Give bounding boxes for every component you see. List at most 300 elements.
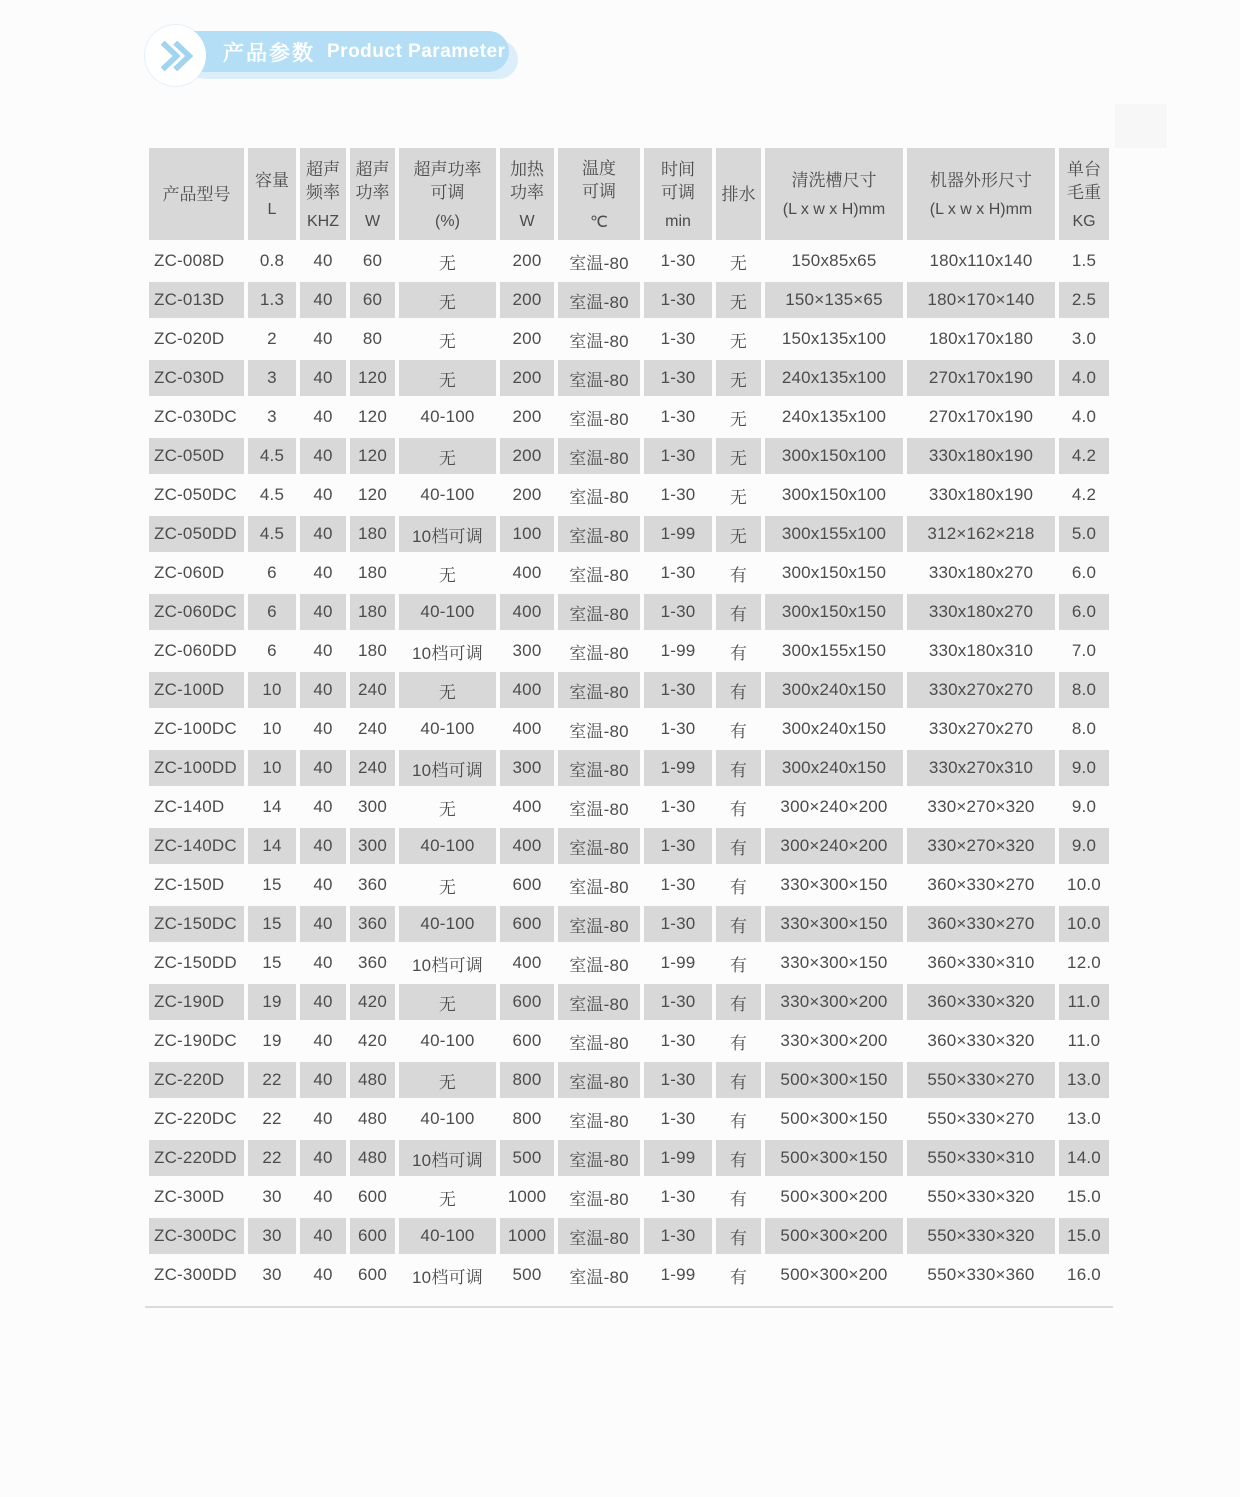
- value-cell: 11.0: [1059, 984, 1109, 1020]
- value-cell: 180: [350, 594, 395, 630]
- table-row: [149, 1023, 1109, 1059]
- value-cell: 40: [300, 594, 346, 630]
- value-cell: 1-99: [644, 1140, 712, 1176]
- table-header: [149, 148, 1109, 240]
- value-cell: 1-30: [660, 251, 696, 270]
- value-cell: 100: [500, 516, 554, 552]
- value-cell: 330×300×150: [780, 875, 888, 894]
- value-cell: 无: [438, 1189, 457, 1209]
- value-cell: 330x180x270: [907, 594, 1055, 630]
- value-cell: 40-100: [399, 594, 496, 630]
- value-cell: 1-30: [660, 1031, 696, 1050]
- value-cell: 300: [500, 750, 554, 786]
- badge-title-cn: 产品参数: [223, 41, 315, 65]
- value-cell: 800: [500, 1062, 554, 1098]
- value-cell: 10: [262, 719, 282, 738]
- value-cell: 无: [438, 565, 457, 585]
- value-cell: 10档可调: [399, 516, 496, 552]
- value-cell: 330×270×320: [927, 797, 1035, 816]
- value-cell: 480: [350, 1140, 395, 1176]
- value-cell: 550×330×360: [927, 1265, 1035, 1284]
- value-cell: 无: [716, 360, 761, 396]
- value-cell: 550×330×270: [927, 1109, 1035, 1128]
- value-cell: 500×300×150: [765, 1062, 903, 1098]
- value-cell: 300: [358, 797, 387, 816]
- value-cell: 120: [350, 438, 395, 474]
- value-cell: 10档可调: [412, 955, 483, 975]
- value-cell: 10: [248, 750, 296, 786]
- value-cell: 180: [358, 563, 387, 582]
- value-cell: 480: [358, 1109, 387, 1128]
- model-cell: ZC-100DD: [149, 750, 244, 786]
- value-cell: 40: [300, 282, 346, 318]
- value-cell: 500×300×150: [780, 1109, 888, 1128]
- value-cell: 8.0: [1071, 719, 1097, 738]
- value-cell: 8.0: [1059, 672, 1109, 708]
- value-cell: 室温-80: [558, 750, 640, 786]
- value-cell: 有: [716, 828, 761, 864]
- table-row: [149, 906, 1109, 942]
- table-row: [149, 1140, 1109, 1176]
- value-cell: 420: [350, 984, 395, 1020]
- value-cell: 有: [729, 799, 748, 819]
- value-cell: 360: [358, 875, 387, 894]
- value-cell: 有: [716, 1062, 761, 1098]
- value-cell: 40: [313, 485, 333, 504]
- value-cell: 4.5: [259, 485, 285, 504]
- table-row: [149, 399, 1109, 435]
- value-cell: 室温-80: [569, 487, 629, 507]
- value-cell: 30: [262, 1265, 282, 1284]
- value-cell: 有: [716, 594, 761, 630]
- value-cell: 室温-80: [569, 1033, 629, 1053]
- value-cell: 40: [313, 1109, 333, 1128]
- value-cell: 550×330×310: [907, 1140, 1055, 1176]
- value-cell: 360×330×320: [927, 1031, 1035, 1050]
- value-cell: 4.0: [1059, 360, 1109, 396]
- table-body: [149, 243, 1109, 1293]
- value-cell: 室温-80: [569, 721, 629, 741]
- value-cell: 312×162×218: [907, 516, 1055, 552]
- value-cell: 300: [350, 828, 395, 864]
- value-cell: 40-100: [420, 485, 475, 504]
- table-row: [149, 594, 1109, 630]
- value-cell: 300×240×200: [780, 797, 888, 816]
- value-cell: 40: [300, 360, 346, 396]
- value-cell: 40-100: [420, 719, 475, 738]
- table-row: [149, 945, 1109, 981]
- value-cell: 室温-80: [569, 1267, 629, 1287]
- value-cell: 1-99: [644, 750, 712, 786]
- value-cell: 室温-80: [558, 1062, 640, 1098]
- value-cell: 1-30: [660, 407, 696, 426]
- value-cell: 6: [248, 594, 296, 630]
- value-cell: 40: [300, 1140, 346, 1176]
- value-cell: 4.0: [1071, 407, 1097, 426]
- value-cell: 7.0: [1071, 641, 1097, 660]
- value-cell: 270x170x190: [928, 407, 1034, 426]
- column-header: 超声 频率 KHZ: [300, 148, 346, 240]
- value-cell: 有: [716, 1140, 761, 1176]
- value-cell: 40: [313, 1187, 333, 1206]
- value-cell: 1-30: [644, 594, 712, 630]
- badge-title-en: Product Parameter: [327, 40, 506, 62]
- value-cell: 2: [267, 329, 277, 348]
- model-cell: ZC-220DD: [149, 1140, 244, 1176]
- value-cell: 有: [716, 984, 761, 1020]
- value-cell: 180x110x140: [929, 251, 1033, 270]
- value-cell: 40: [313, 953, 333, 972]
- value-cell: 有: [729, 1189, 748, 1209]
- value-cell: 1-30: [644, 1062, 712, 1098]
- model-cell: ZC-220DC: [154, 1109, 237, 1128]
- value-cell: 11.0: [1067, 1031, 1101, 1050]
- value-cell: 330×300×150: [780, 953, 888, 972]
- value-cell: 300x155x100: [765, 516, 903, 552]
- value-cell: 4.5: [248, 516, 296, 552]
- value-cell: 室温-80: [569, 331, 629, 351]
- value-cell: 240: [358, 719, 387, 738]
- value-cell: 270x170x190: [907, 360, 1055, 396]
- value-cell: 300×240×200: [765, 828, 903, 864]
- value-cell: 无: [399, 360, 496, 396]
- value-cell: 6: [267, 563, 277, 582]
- value-cell: 13.0: [1059, 1062, 1109, 1098]
- value-cell: 5.0: [1059, 516, 1109, 552]
- value-cell: 550×330×320: [927, 1187, 1035, 1206]
- column-header: 机器外形尺寸 (L x w x H)mm: [907, 148, 1055, 240]
- table-row: [149, 828, 1109, 864]
- value-cell: 1-30: [644, 672, 712, 708]
- value-cell: 4.5: [248, 438, 296, 474]
- value-cell: 40: [300, 828, 346, 864]
- value-cell: 300x240x150: [765, 672, 903, 708]
- model-cell: ZC-140D: [154, 797, 225, 816]
- value-cell: 12.0: [1067, 953, 1101, 972]
- value-cell: 16.0: [1067, 1265, 1101, 1284]
- value-cell: 19: [248, 984, 296, 1020]
- model-cell: ZC-013D: [149, 282, 244, 318]
- value-cell: 14: [262, 797, 282, 816]
- value-cell: 200: [500, 438, 554, 474]
- value-cell: 500×300×200: [765, 1218, 903, 1254]
- table-row: [149, 477, 1109, 513]
- value-cell: 9.0: [1059, 828, 1109, 864]
- value-cell: 240: [350, 750, 395, 786]
- value-cell: 有: [729, 1033, 748, 1053]
- value-cell: 14.0: [1059, 1140, 1109, 1176]
- value-cell: 500: [500, 1140, 554, 1176]
- column-header: 清洗槽尺寸 (L x w x H)mm: [765, 148, 903, 240]
- value-cell: 150x135x100: [781, 329, 887, 348]
- value-cell: 1-30: [644, 906, 712, 942]
- value-cell: 1-30: [644, 984, 712, 1020]
- value-cell: 40: [313, 875, 333, 894]
- model-cell: ZC-060D: [154, 563, 225, 582]
- model-cell: ZC-100D: [149, 672, 244, 708]
- value-cell: 无: [438, 253, 457, 273]
- value-cell: 800: [512, 1109, 542, 1128]
- value-cell: 无: [729, 409, 748, 429]
- value-cell: 1-30: [644, 438, 712, 474]
- column-header: 超声 功率 W: [350, 148, 395, 240]
- value-cell: 40-100: [420, 1109, 475, 1128]
- bottom-divider: [145, 1306, 1113, 1308]
- value-cell: 40: [313, 407, 333, 426]
- value-cell: 120: [350, 360, 395, 396]
- value-cell: 40: [300, 906, 346, 942]
- table-row: [149, 360, 1109, 396]
- model-cell: ZC-050DD: [149, 516, 244, 552]
- value-cell: 无: [729, 487, 748, 507]
- model-cell: ZC-140DC: [149, 828, 244, 864]
- value-cell: 无: [716, 516, 761, 552]
- value-cell: 室温-80: [569, 1111, 629, 1131]
- value-cell: 330x180x190: [928, 485, 1034, 504]
- product-parameter-table: [145, 145, 1113, 1296]
- value-cell: 550×330×320: [907, 1218, 1055, 1254]
- value-cell: 6.0: [1071, 563, 1097, 582]
- value-cell: 40: [300, 984, 346, 1020]
- value-cell: 1-30: [660, 1109, 696, 1128]
- value-cell: 有: [716, 1218, 761, 1254]
- model-cell: ZC-100DC: [154, 719, 237, 738]
- value-cell: 40-100: [399, 1218, 496, 1254]
- value-cell: 330x180x190: [907, 438, 1055, 474]
- value-cell: 室温-80: [569, 565, 629, 585]
- value-cell: 40: [313, 1031, 333, 1050]
- value-cell: 15.0: [1067, 1187, 1101, 1206]
- table-row: [149, 282, 1109, 318]
- value-cell: 10档可调: [399, 1140, 496, 1176]
- value-cell: 室温-80: [569, 799, 629, 819]
- value-cell: 室温-80: [558, 594, 640, 630]
- value-cell: 1-99: [660, 953, 696, 972]
- value-cell: 1-30: [644, 828, 712, 864]
- value-cell: 10档可调: [412, 643, 483, 663]
- value-cell: 400: [512, 953, 542, 972]
- value-cell: 600: [512, 875, 542, 894]
- column-header: 时间 可调 min: [644, 148, 712, 240]
- value-cell: 40-100: [399, 828, 496, 864]
- value-cell: 40: [300, 438, 346, 474]
- value-cell: 180x170x180: [928, 329, 1034, 348]
- table-row: [149, 1218, 1109, 1254]
- value-cell: 1000: [500, 1218, 554, 1254]
- column-header: 单台 毛重 KG: [1059, 148, 1109, 240]
- value-cell: 无: [438, 331, 457, 351]
- value-cell: 无: [438, 799, 457, 819]
- value-cell: 13.0: [1067, 1109, 1101, 1128]
- value-cell: 400: [500, 672, 554, 708]
- value-cell: 30: [262, 1187, 282, 1206]
- value-cell: 480: [350, 1062, 395, 1098]
- value-cell: 360×330×310: [927, 953, 1035, 972]
- value-cell: 室温-80: [558, 438, 640, 474]
- value-cell: 40: [300, 750, 346, 786]
- value-cell: 40: [313, 797, 333, 816]
- value-cell: 有: [716, 906, 761, 942]
- column-header: 温度 可调 ℃: [558, 148, 640, 240]
- value-cell: 室温-80: [558, 984, 640, 1020]
- value-cell: 4.2: [1059, 438, 1109, 474]
- table-row: [149, 1179, 1109, 1215]
- value-cell: 200: [500, 282, 554, 318]
- model-cell: ZC-150DC: [149, 906, 244, 942]
- column-header: 排水: [716, 148, 761, 240]
- value-cell: 22: [262, 1109, 282, 1128]
- column-header: 产品型号: [149, 148, 244, 240]
- value-cell: 600: [358, 1187, 387, 1206]
- value-cell: 1-99: [660, 1265, 696, 1284]
- value-cell: 360: [350, 906, 395, 942]
- model-cell: ZC-050DC: [154, 485, 237, 504]
- value-cell: 1000: [507, 1187, 547, 1206]
- value-cell: 无: [399, 282, 496, 318]
- double-chevron-right-icon: [145, 25, 206, 86]
- value-cell: 无: [729, 331, 748, 351]
- value-cell: 180: [350, 516, 395, 552]
- value-cell: 300x150x150: [765, 594, 903, 630]
- value-cell: 有: [729, 1111, 748, 1131]
- value-cell: 有: [729, 565, 748, 585]
- value-cell: 有: [729, 721, 748, 741]
- value-cell: 40: [313, 641, 333, 660]
- table-row: [149, 789, 1109, 825]
- value-cell: 300x240x150: [781, 719, 887, 738]
- value-cell: 40: [313, 719, 333, 738]
- value-cell: 400: [512, 797, 542, 816]
- value-cell: 200: [512, 485, 542, 504]
- value-cell: 1-30: [660, 797, 696, 816]
- value-cell: 室温-80: [558, 1140, 640, 1176]
- value-cell: 30: [248, 1218, 296, 1254]
- value-cell: 40: [313, 563, 333, 582]
- value-cell: 室温-80: [569, 643, 629, 663]
- table-row: [149, 1257, 1109, 1293]
- value-cell: 1-30: [660, 1187, 696, 1206]
- column-header: 超声功率 可调 (%): [399, 148, 496, 240]
- value-cell: 360: [358, 953, 387, 972]
- value-cell: 室温-80: [558, 360, 640, 396]
- model-cell: ZC-150DD: [154, 953, 237, 972]
- value-cell: 无: [716, 282, 761, 318]
- value-cell: 40-100: [420, 407, 475, 426]
- value-cell: 1-99: [644, 516, 712, 552]
- value-cell: 15: [248, 906, 296, 942]
- table-row: [149, 867, 1109, 903]
- value-cell: 80: [362, 329, 383, 348]
- value-cell: 1.5: [1071, 251, 1097, 270]
- column-header: 加热 功率 W: [500, 148, 554, 240]
- value-cell: 150x85x65: [791, 251, 877, 270]
- value-cell: 室温-80: [558, 672, 640, 708]
- value-cell: 200: [512, 407, 542, 426]
- value-cell: 240: [350, 672, 395, 708]
- model-cell: ZC-220D: [149, 1062, 244, 1098]
- value-cell: 600: [350, 1218, 395, 1254]
- value-cell: 1-30: [660, 329, 696, 348]
- value-cell: 室温-80: [569, 409, 629, 429]
- value-cell: 360×330×270: [907, 906, 1055, 942]
- value-cell: 6: [267, 641, 277, 660]
- value-cell: 120: [358, 485, 387, 504]
- value-cell: 330×300×200: [765, 984, 903, 1020]
- value-cell: 40: [300, 1218, 346, 1254]
- value-cell: 有: [716, 672, 761, 708]
- table-row: [149, 243, 1109, 279]
- value-cell: 180: [358, 641, 387, 660]
- value-cell: 15.0: [1059, 1218, 1109, 1254]
- value-cell: 1-30: [660, 719, 696, 738]
- value-cell: 6.0: [1059, 594, 1109, 630]
- table-row: [149, 984, 1109, 1020]
- value-cell: 120: [358, 407, 387, 426]
- value-cell: 60: [362, 251, 383, 270]
- value-cell: 200: [512, 251, 542, 270]
- model-cell: ZC-050D: [149, 438, 244, 474]
- value-cell: 10: [248, 672, 296, 708]
- value-cell: 无: [399, 984, 496, 1020]
- value-cell: 300x150x100: [781, 485, 887, 504]
- value-cell: 室温-80: [558, 828, 640, 864]
- value-cell: 有: [716, 750, 761, 786]
- model-cell: ZC-060DC: [149, 594, 244, 630]
- value-cell: 无: [399, 1062, 496, 1098]
- value-cell: 40: [300, 1062, 346, 1098]
- value-cell: 40: [313, 1265, 333, 1284]
- value-cell: 室温-80: [569, 1189, 629, 1209]
- table-row: [149, 321, 1109, 357]
- value-cell: 室温-80: [558, 1218, 640, 1254]
- value-cell: 330x270x310: [907, 750, 1055, 786]
- value-cell: 室温-80: [569, 253, 629, 273]
- value-cell: 200: [512, 329, 542, 348]
- value-cell: 330x270x270: [928, 719, 1034, 738]
- decor-square: [1115, 104, 1167, 148]
- model-cell: ZC-190D: [149, 984, 244, 1020]
- value-cell: 有: [729, 955, 748, 975]
- value-cell: 9.0: [1071, 797, 1097, 816]
- value-cell: 室温-80: [558, 516, 640, 552]
- value-cell: 10.0: [1059, 906, 1109, 942]
- value-cell: 1-30: [644, 282, 712, 318]
- value-cell: 360×330×320: [907, 984, 1055, 1020]
- value-cell: 15: [262, 875, 282, 894]
- value-cell: 400: [500, 828, 554, 864]
- table-row: [149, 438, 1109, 474]
- model-cell: ZC-300D: [154, 1187, 225, 1206]
- value-cell: 400: [500, 594, 554, 630]
- column-header: 容量 L: [248, 148, 296, 240]
- value-cell: 9.0: [1059, 750, 1109, 786]
- value-cell: 300x155x150: [781, 641, 887, 660]
- value-cell: 330×300×200: [780, 1031, 888, 1050]
- value-cell: 500: [512, 1265, 542, 1284]
- badge-pill: [174, 31, 509, 72]
- table-row: [149, 750, 1109, 786]
- value-cell: 室温-80: [569, 955, 629, 975]
- value-cell: 10.0: [1067, 875, 1101, 894]
- model-cell: ZC-060DD: [154, 641, 237, 660]
- value-cell: 600: [512, 1031, 542, 1050]
- value-cell: 600: [500, 906, 554, 942]
- value-cell: 330x180x310: [928, 641, 1034, 660]
- value-cell: 40: [300, 516, 346, 552]
- table-row: [149, 555, 1109, 591]
- value-cell: 无: [729, 253, 748, 273]
- table-row: [149, 516, 1109, 552]
